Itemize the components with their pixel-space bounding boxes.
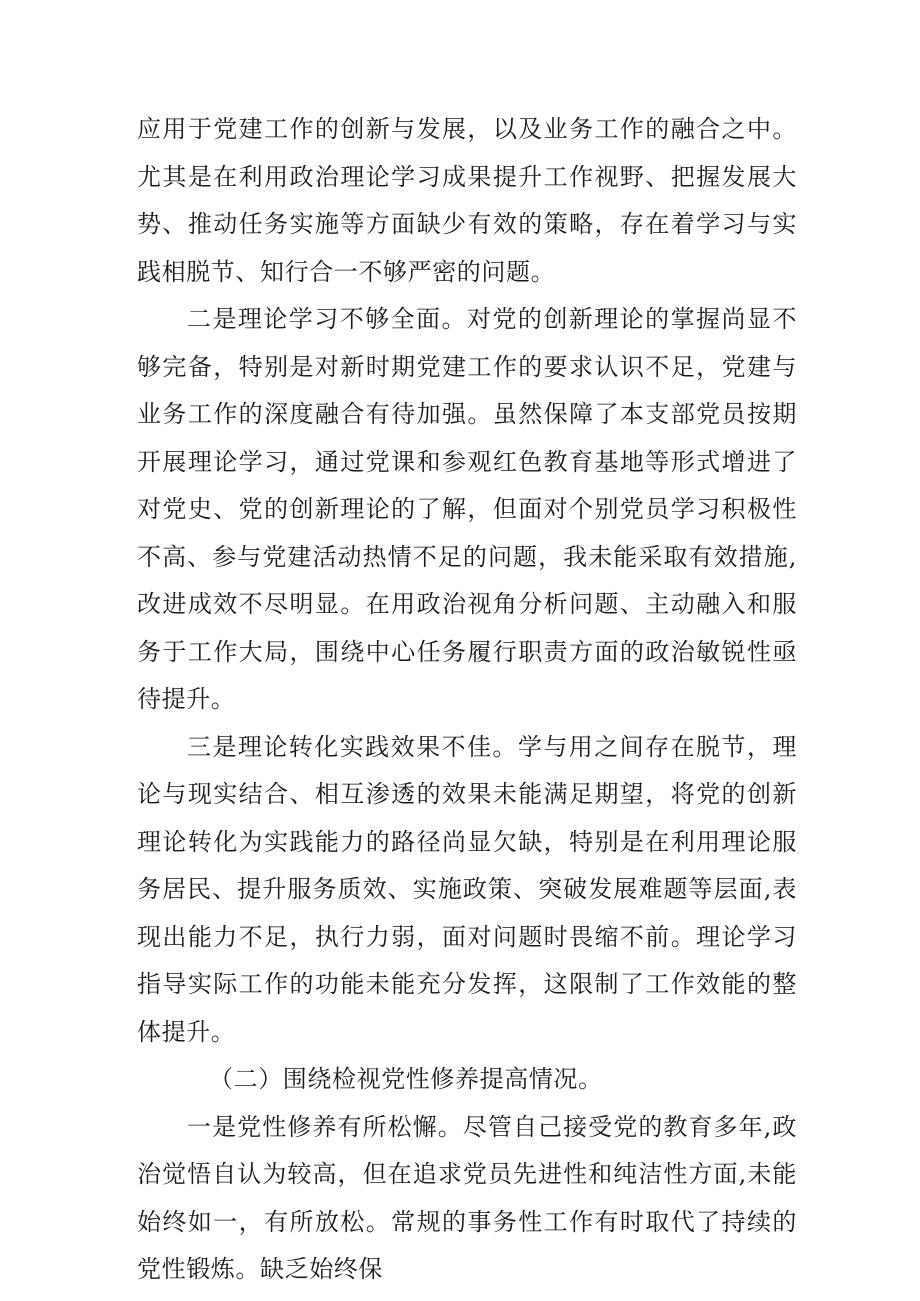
section-heading: （二）围绕检视党性修养提高情况。	[209, 1065, 603, 1093]
paragraph-point-two: 二是理论学习不够全面。对党的创新理论的掌握尚显不够完备，特别是对新时期党建工作的要求认识不足，党建与业务工作的深度融合有待加强。虽然保障了本支部党员按期开展理论学习，通过党课和参观红色教育基地等形式增进了对党史、党的创新理论的了解，但面对个别党员学习积极性不高、参与党建活动热情不足的问题，我未能采取有效措施,改进成效不尽明显。在用政治视角分析问题、主动融入和服务于工作大局，围绕中心任务履行职责方面的政治敏锐性亟待提升。	[137, 305, 797, 713]
document-body	[137, 106, 797, 1294]
paragraph-continuation: 应用于党建工作的创新与发展，以及业务工作的融合之中。尤其是在利用政治理论学习成果提升工作视野、把握发展大势、推动任务实施等方面缺少有效的策略，存在着学习与实践相脱节、知行合一不够严密的问题。	[137, 115, 797, 286]
paragraph-point-three: 三是理论转化实践效果不佳。学与用之间存在脱节，理论与现实结合、相互渗透的效果未能满足期望，将党的创新理论转化为实践能力的路径尚显欠缺，特别是在利用理论服务居民、提升服务质效、实施政策、突破发展难题等层面,表现出能力不足，执行力弱，面对问题时畏缩不前。理论学习指导实际工作的功能未能充分发挥，这限制了工作效能的整体提升。	[137, 732, 797, 1046]
paragraph-point-one: 一是党性修养有所松懈。尽管自己接受党的教育多年,政治觉悟自认为较高，但在追求党员先进性和纯洁性方面,未能始终如一，有所放松。常规的事务性工作有时取代了持续的党性锻炼。缺乏始终保	[137, 1112, 797, 1283]
